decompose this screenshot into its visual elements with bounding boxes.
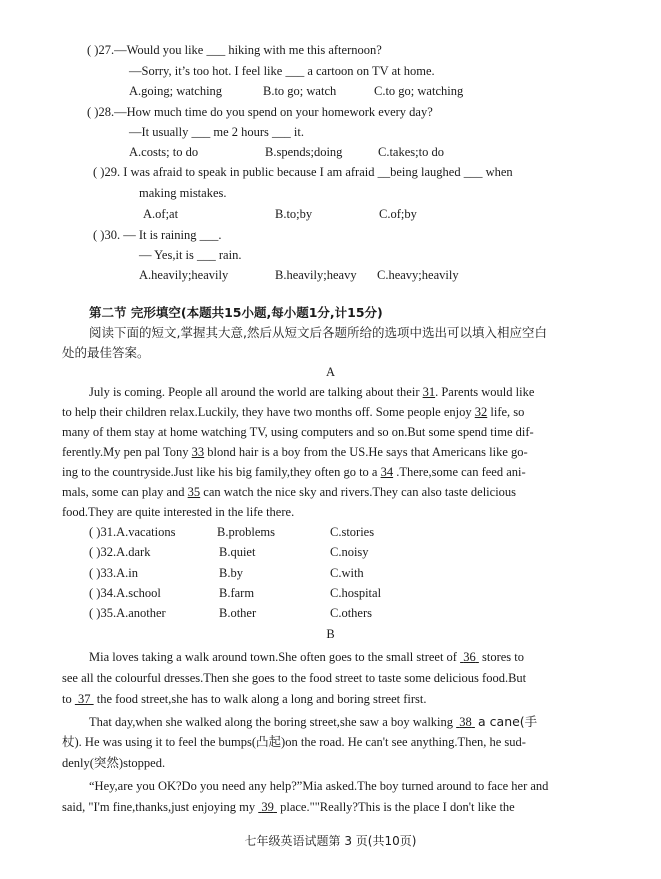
blank-38: 38 [459, 715, 472, 729]
section-title: 第二节 完形填空(本题共15小题,每小题1分,计15分) [89, 305, 383, 320]
passage-b-line-4: That day,when she walked along the boring street,she saw a boy walking 38 a cane(手 [89, 714, 538, 729]
blank-31: 31 [422, 385, 436, 399]
passage-a-line-5: ing to the countryside.Just like his big family,they often go to a 34 .There,some can feed ani- [62, 465, 526, 479]
passage-b-line-5: 杖). He was using it to feel the bumps(凸起)on the road. He can't see anything.Then, he sud- [62, 735, 526, 749]
blank-34: 34 [380, 465, 394, 479]
passage-a-line-4: ferently.My pen pal Tony 33 blond hair is a boy from the US.He says that Americans like go- [62, 445, 528, 459]
blank-37: 37 [77, 692, 91, 706]
passage-a-label: A [325, 365, 336, 379]
passage-a-line-7: food.They are quite interested in the life there. [62, 505, 295, 519]
q35-option-a: ( )35.A.another [89, 606, 166, 620]
q31-option-a: ( )31.A.vacations [89, 525, 176, 539]
q32-option-b: B.quiet [219, 545, 256, 559]
q30-option-a: A.heavily;heavily [139, 268, 229, 282]
passage-b-label: B [326, 627, 335, 641]
q34-option-a: ( )34.A.school [89, 586, 161, 600]
q33-option-a: ( )33.A.in [89, 566, 138, 580]
q33-option-b: B.by [219, 566, 243, 580]
q28-option-a: A.costs; to do [129, 145, 199, 159]
page-footer: 七年级英语试题第 3 页(共10页) [244, 834, 417, 848]
q29-line2: making mistakes. [139, 186, 227, 200]
q30-option-c: C.heavy;heavily [377, 268, 459, 282]
q27-line1: ( )27.—Would you like ___ hiking with me this afternoon? [87, 43, 382, 57]
q30-option-b: B.heavily;heavy [275, 268, 357, 282]
q28-option-c: C.takes;to do [378, 145, 444, 159]
passage-b-line-8: said, "I'm fine,thanks,just enjoying my 39 place.""Really?This is the place I don't like the [62, 800, 515, 814]
passage-a-line-6: mals, some can play and 35 can watch the nice sky and rivers.They can also taste delicious [62, 485, 517, 499]
section-instruction-1: 阅读下面的短文,掌握其大意,然后从短文后各题所给的选项中选出可以填入相应空白 [89, 325, 547, 340]
passage-b-line-3: to 37 the food street,she has to walk along a long and boring street first. [62, 692, 427, 706]
q28-line1: ( )28.—How much time do you spend on your homework every day? [87, 105, 433, 119]
passage-b-line-7: “Hey,are you OK?Do you need any help?”Mia asked.The boy turned around to face her and [89, 779, 549, 793]
q28-line2: —It usually ___ me 2 hours ___ it. [129, 125, 304, 139]
blank-39: 39 [261, 800, 274, 814]
blank-35: 35 [187, 485, 201, 499]
blank-36: 36 [463, 650, 476, 664]
q32-option-c: C.noisy [330, 545, 369, 559]
passage-b-line-6: denly(突然)stopped. [62, 756, 166, 770]
q34-option-b: B.farm [219, 586, 255, 600]
q31-option-c: C.stories [330, 525, 375, 539]
blank-32: 32 [474, 405, 488, 419]
q34-option-c: C.hospital [330, 586, 382, 600]
section-instruction-2: 处的最佳答案。 [62, 345, 150, 360]
q27-option-c: C.to go; watching [374, 84, 464, 98]
q29-option-a: A.of;at [143, 207, 179, 221]
q35-option-b: B.other [219, 606, 257, 620]
q30-line1: ( )30. — It is raining ___. [93, 228, 222, 242]
passage-b-line-1: Mia loves taking a walk around town.She often goes to the small street of 36 stores to [89, 650, 524, 664]
q31-option-b: B.problems [217, 525, 275, 539]
q32-option-a: ( )32.A.dark [89, 545, 151, 559]
blank-33: 33 [191, 445, 205, 459]
q29-option-c: C.of;by [379, 207, 417, 221]
q33-option-c: C.with [330, 566, 364, 580]
q29-line1: ( )29. I was afraid to speak in public because I am afraid __being laughed ___ when [93, 165, 513, 179]
passage-a-line-3: many of them stay at home watching TV, using computers and so on.But some spend time dif- [62, 425, 534, 439]
passage-b-line-2: see all the colourful dresses.Then she goes to the food street to taste some delicious food.But [62, 671, 527, 685]
q28-option-b: B.spends;doing [265, 145, 343, 159]
q27-line2: —Sorry, it’s too hot. I feel like ___ a cartoon on TV at home. [129, 64, 435, 78]
q27-option-b: B.to go; watch [263, 84, 337, 98]
passage-a-line-2: to help their children relax.Luckily, they have two months off. Some people enjoy 32 life, so [62, 405, 525, 419]
q35-option-c: C.others [330, 606, 373, 620]
q27-option-a: A.going; watching [129, 84, 223, 98]
q30-line2: — Yes,it is ___ rain. [139, 248, 242, 262]
q29-option-b: B.to;by [275, 207, 313, 221]
passage-a-line-1: July is coming. People all around the world are talking about their 31. Parents would like [89, 385, 535, 399]
